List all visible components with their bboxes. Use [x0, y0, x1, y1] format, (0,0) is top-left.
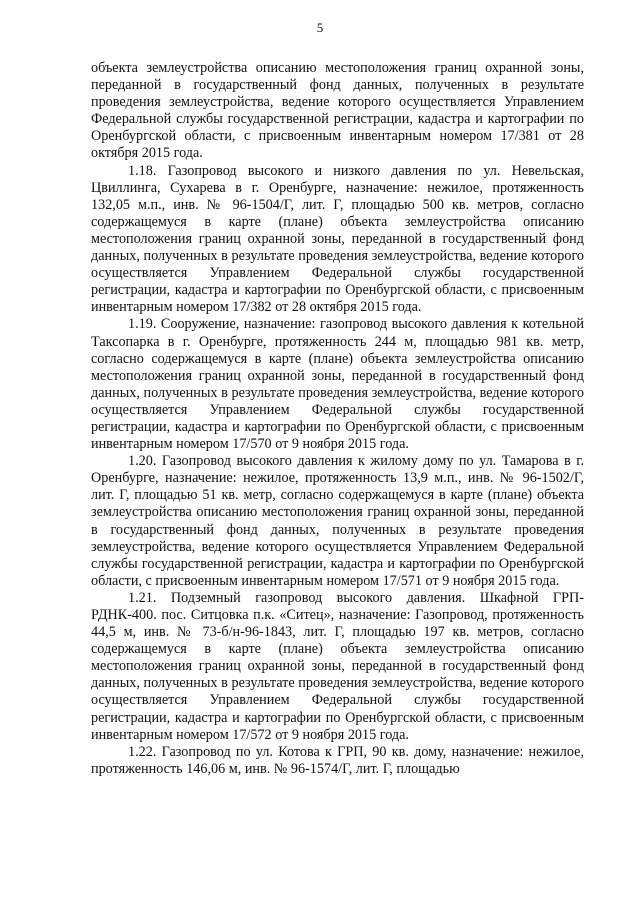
- page-number: 5: [316, 20, 324, 35]
- paragraph-1-20: 1.20. Газопровод высокого давления к жилому дому по ул. Тамарова в г. Оренбурге, назначение: нежилое, протяженность 13,9 м.п., инв. № 96-1502/Г, лит. Г, площадью 51 кв. метр, согласно содержащемуся в карте (плане) объекта землеустройства описанию местоположения границ охранной зоны, переданной в государственный фонд данных, полученных в результате проведения землеустройства, ведение которого осуществляется Управлением Федеральной службы государственной регистрации, кадастра и картографии по Оренбургской области, с присвоенным инвентарным номером 17/571 от 9 ноября 2015 года.: [91, 453, 584, 589]
- paragraph-1-18: 1.18. Газопровод высокого и низкого давления по ул. Невельская, Цвиллинга, Сухарева в г. Оренбурге, назначение: нежилое, протяженность 132,05 м.п., инв. № 96-1504/Г, лит. Г, площадью 500 кв. метров, согласно содержащемуся в карте (плане) объекта землеустройства описанию местоположения границ охранной зоны, переданной в государственный фонд данных, полученных в результате проведения землеустройства, ведение которого осуществляется Управлением Федеральной службы государственной регистрации, кадастра и картографии по Оренбургской области, с присвоенным инвентарным номером 17/382 от 28 октября 2015 года.: [91, 162, 584, 316]
- document-body: [91, 60, 584, 778]
- paragraph-1-22: 1.22. Газопровод по ул. Котова к ГРП, 90 кв. дому, назначение: нежилое, протяженность 146,06 м, инв. № 96-1574/Г, лит. Г, площадью: [91, 743, 584, 777]
- paragraph-1-19: 1.19. Сооружение, назначение: газопровод высокого давления к котельной Таксопарка в г. Оренбурге, протяженность 244 м, площадью 981 кв. метр, согласно содержащемуся в карте (плане) объекта землеустройства описанию местоположения границ охранной зоны, переданной в государственный фонд данных, полученных в результате проведения землеустройства, ведение которого осуществляется Управлением Федеральной службы государственной регистрации, кадастра и картографии по Оренбургской области, с присвоенным инвентарным номером 17/570 от 9 ноября 2015 года.: [91, 316, 584, 453]
- paragraph-continuation: объекта землеустройства описанию местоположения границ охранной зоны, переданной в государственный фонд данных, полученных в результате проведения землеустройства, ведение которого осуществляется Управлением Федеральной службы государственной регистрации, кадастра и картографии по Оренбургской области, с присвоенным инвентарным номером 17/381 от 28 октября 2015 года.: [91, 60, 584, 162]
- paragraph-1-21: 1.21. Подземный газопровод высокого давления. Шкафной ГРП-РДНК-400. пос. Ситцовка п.к. «Ситец», назначение: Газопровод, протяженность 44,5 м, инв. № 73-б/н-96-1843, лит. Г, площадью 197 кв. метров, согласно содержащемуся в карте (плане) объекта землеустройства описанию местоположения границ охранной зоны, переданной в государственный фонд данных, полученных в результате проведения землеустройства, ведение которого осуществляется Управлением Федеральной службы государственной регистрации, кадастра и картографии по Оренбургской области, с присвоенным инвентарным номером 17/572 от 9 ноября 2015 года.: [91, 589, 584, 743]
